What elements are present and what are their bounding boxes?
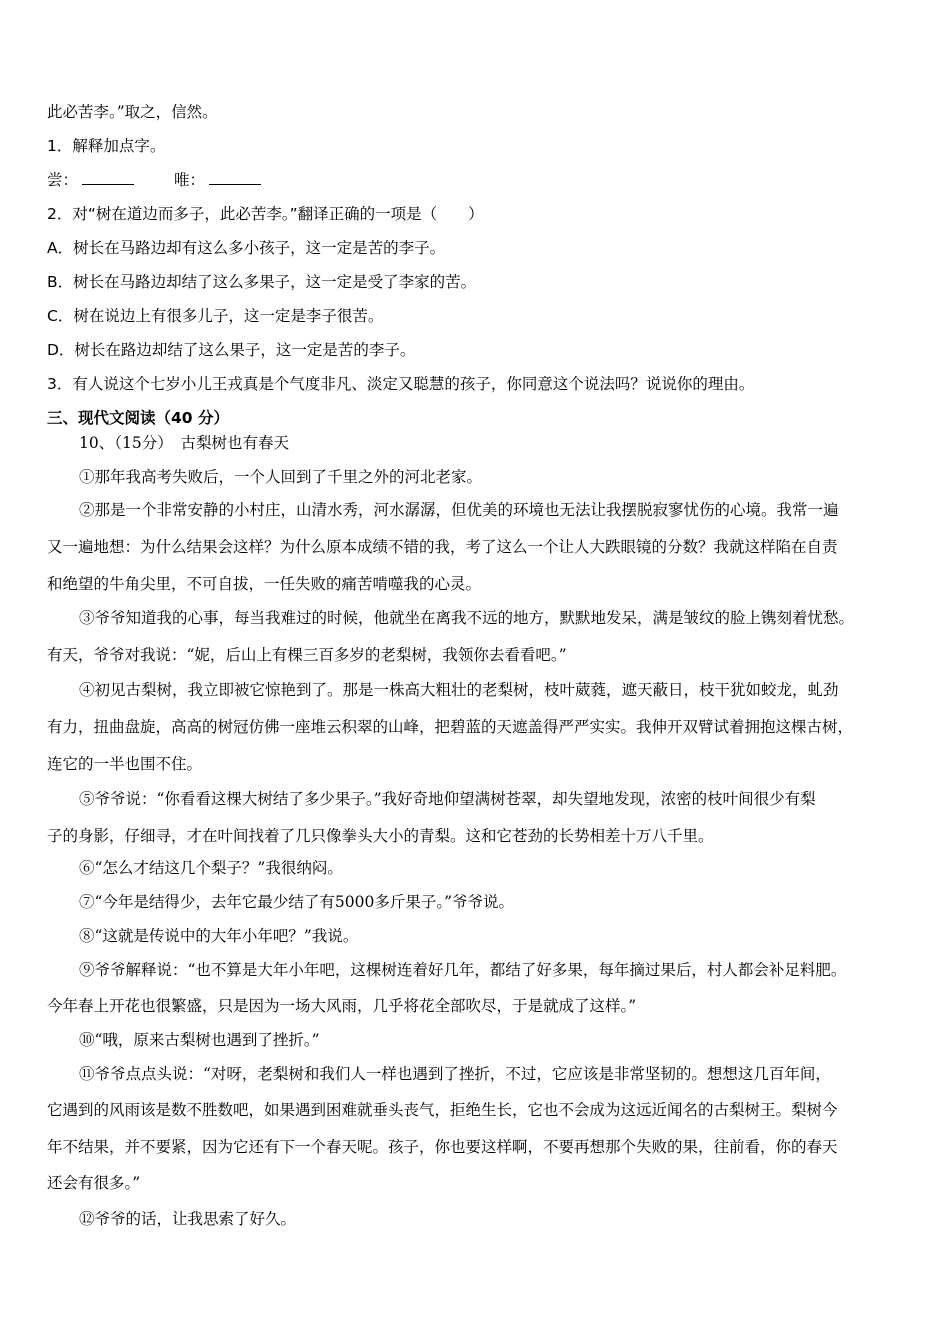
paragraph-5-line: ⑤爷爷说：“你看看这棵大树结了多少果子。”我好奇地仰望满树苍翠，却失望地发现，浓密的枝叶间很少有梨 [79, 790, 816, 808]
paragraph-1: ①那年我高考失败后，一个人回到了千里之外的河北老家。 [79, 468, 483, 486]
paragraph-4-line: 有力，扭曲盘旋，高高的树冠仿佛一座堆云积翠的山峰，把碧蓝的天遮盖得严严实实。我伸开双臂试着拥抱这棵古树， [47, 718, 854, 736]
paragraph-3-line: 有天，爷爷对我说：“妮，后山上有棵三百多岁的老梨树，我领你去看看吧。” [47, 646, 567, 664]
paragraph-9-line: 今年春上开花也很繁盛，只是因为一场大风雨，几乎将花全部吹尽，于是就成了这样。” [47, 997, 637, 1015]
text-line: 此必苦李。”取之，信然。 [47, 103, 218, 121]
paragraph-9-line: ⑨爷爷解释说：“也不算是大年小年吧，这棵树连着好几年，都结了好多果，每年摘过果后，村人都会补足料肥。 [79, 961, 847, 979]
blank-label-chang: 尝： [47, 171, 79, 189]
answer-blank-2[interactable] [209, 170, 261, 185]
option-b: B．树长在马路边却结了这么多果子，这一定是受了李家的苦。 [47, 273, 477, 291]
option-c: C．树在说边上有很多儿子，这一定是李子很苦。 [47, 307, 384, 325]
question-3: 3．有人说这个七岁小儿王戎真是个气度非凡、淡定又聪慧的孩子，你同意这个说法吗？说说你的理由。 [47, 375, 755, 393]
blank-label-wei: 唯： [174, 171, 206, 189]
paragraph-5-line: 子的身影，仔细寻，才在叶间找着了几只像拳头大小的青梨。这和它苍劲的长势相差十万八千里。 [47, 827, 714, 845]
question-1: 1．解释加点字。 [47, 137, 166, 155]
paragraph-2-line: 又一遍地想：为什么结果会这样？为什么原本成绩不错的我，考了这么一个让人大跌眼镜的分数？我就这样陷在自责 [47, 538, 838, 556]
paragraph-11-line: 还会有很多。” [47, 1174, 141, 1192]
paragraph-2-line: 和绝望的牛角尖里，不可自拔，一任失败的痛苦啃噬我的心灵。 [47, 575, 482, 593]
paragraph-7: ⑦“今年是结得少，去年它最少结了有5000多斤果子。”爷爷说。 [79, 893, 515, 911]
paragraph-10: ⑩“哦，原来古梨树也遇到了挫折。” [79, 1031, 320, 1049]
paragraph-11-line: 年不结果，并不要紧，因为它还有下一个春天呢。孩子，你也要这样啊，不要再想那个失败的果，往前看，你的春天 [47, 1138, 838, 1156]
paragraph-4-line: ④初见古梨树，我立即被它惊艳到了。那是一株高大粗壮的老梨树，枝叶葳蕤，遮天蔽日，枝干犹如蛟龙，虬劲 [79, 681, 839, 699]
paragraph-11-line: ⑪爷爷点点头说：“对呀，老梨树和我们人一样也遇到了挫折，不过，它应该是非常坚韧的。想想这几百年间， [79, 1065, 831, 1083]
paragraph-6: ⑥“怎么才结这几个梨子？”我很纳闷。 [79, 859, 343, 877]
paragraph-8: ⑧“这就是传说中的大年小年吧？”我说。 [79, 927, 359, 945]
option-a: A．树长在马路边却有这么多小孩子，这一定是苦的李子。 [47, 239, 446, 257]
paragraph-12: ⑫爷爷的话，让我思索了好久。 [79, 1210, 297, 1228]
paragraph-11-line: 它遇到的风雨该是数不胜数吧，如果遇到困难就垂头丧气，拒绝生长，它也不会成为这远近闻名的古梨树王。梨树今 [47, 1101, 838, 1119]
answer-blank-1[interactable] [82, 170, 134, 185]
passage-title: 10、（15分） 古梨树也有春天 [79, 434, 289, 452]
option-d: D．树长在路边却结了这么果子，这一定是苦的李子。 [47, 341, 416, 359]
paragraph-4-line: 连它的一半也围不住。 [47, 755, 203, 773]
paragraph-2-line: ②那是一个非常安静的小村庄，山清水秀，河水潺潺，但优美的环境也无法让我摆脱寂寥忧伤的心境。我常一遍 [79, 501, 839, 519]
question-1-blanks [47, 169, 920, 191]
paragraph-3-line: ③爷爷知道我的心事，每当我难过的时候，他就坐在离我不远的地方，默默地发呆，满是皱纹的脸上镌刻着忧愁。 [79, 609, 855, 627]
question-2: 2．对“树在道边而多子，此必苦李。”翻译正确的一项是（ ） [47, 205, 484, 223]
section-heading: 三、现代文阅读（40 分） [47, 409, 229, 427]
